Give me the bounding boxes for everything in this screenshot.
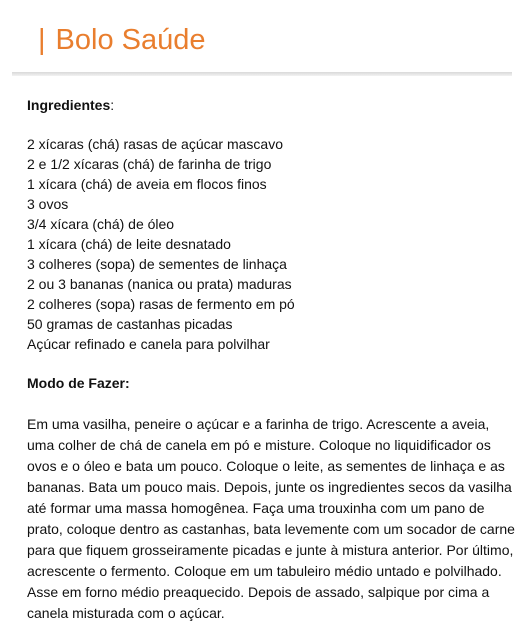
ingredient-item: 3 ovos [27, 196, 69, 212]
title-text: Bolo Saúde [55, 24, 206, 56]
ingredients-list [27, 134, 517, 354]
method-heading: Modo de Fazer: [27, 375, 130, 391]
recipe-title [38, 22, 206, 58]
ingredients-heading [27, 96, 517, 115]
ingredient-item: 2 e 1/2 xícaras (chá) de farinha de trigo [27, 156, 272, 172]
ingredient-item: Açúcar refinado e canela para polvilhar [27, 336, 270, 352]
ingredients-heading-colon: : [110, 97, 115, 113]
ingredient-item: 1 xícara (chá) de aveia em flocos finos [27, 176, 267, 192]
recipe-content [27, 96, 517, 624]
page-header [0, 0, 523, 80]
ingredient-item: 2 xícaras (chá) rasas de açúcar mascavo [27, 136, 283, 152]
ingredient-item: 2 ou 3 bananas (nanica ou prata) maduras [27, 276, 292, 292]
header-divider [12, 72, 512, 76]
method-text: Em uma vasilha, peneire o açúcar e a farinha de trigo. Acrescente a aveia, uma colher de chá de canela em pó e misture. Coloque no liquidificador os ovos e o óleo e bata um pouco. Coloque o leite, as sementes de linhaça e as bananas. Bata um pouco mais. Depois, junte os ingredientes secos da vasilha até formar uma massa homogênea. Faça uma trouxinha com um pano de prato, coloque dentro as castanhas, bata levemente com um socador de carne para que fiquem grosseiramente picadas e junte à mistura anterior. Por último, acrescente o fermento. Coloque em um tabuleiro médio untado e polvilhado. Asse em forno médio preaquecido. Depois de assado, salpique por cima a canela misturada com o açúcar. [27, 416, 515, 621]
ingredients-heading-label: Ingredientes [27, 97, 111, 113]
ingredient-item: 1 xícara (chá) de leite desnatado [27, 236, 231, 252]
ingredient-item: 2 colheres (sopa) rasas de fermento em pó [27, 296, 295, 312]
ingredient-item: 50 gramas de castanhas picadas [27, 316, 233, 332]
title-bar: | [38, 24, 46, 56]
ingredient-item: 3 colheres (sopa) de sementes de linhaça [27, 256, 287, 272]
ingredient-item: 3/4 xícara (chá) de óleo [27, 216, 175, 232]
